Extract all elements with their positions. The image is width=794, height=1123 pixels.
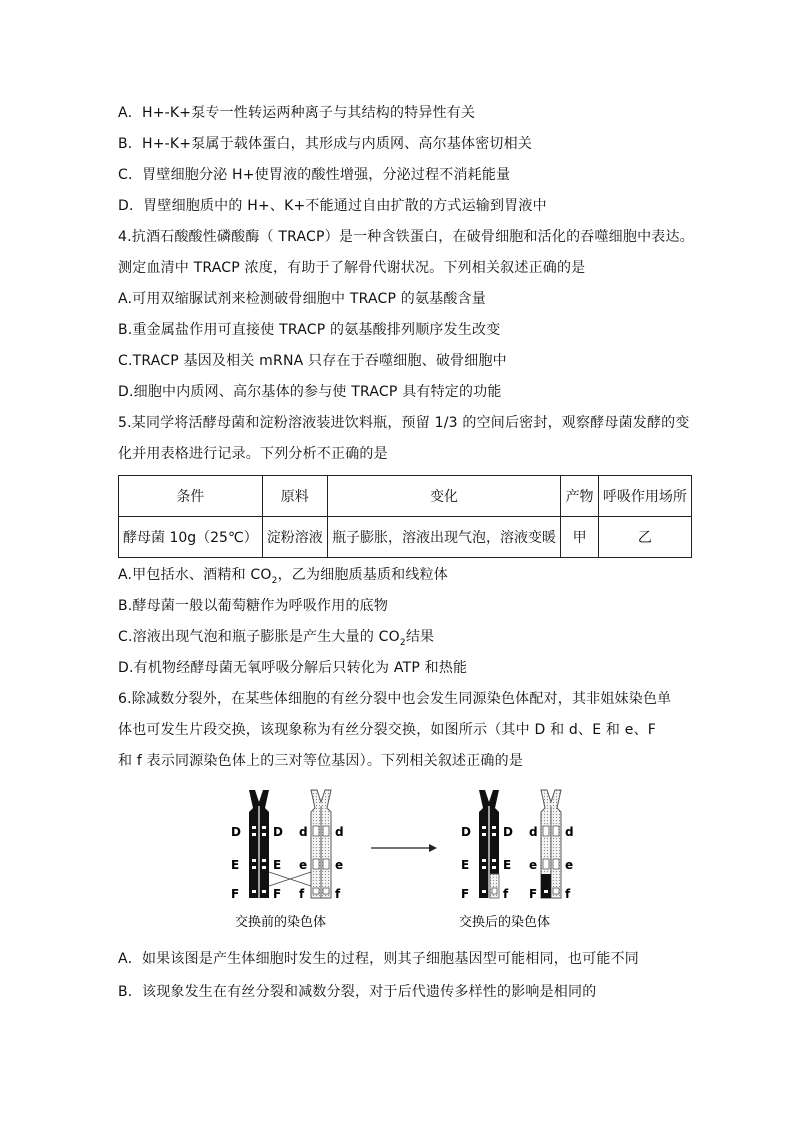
q4-stem-line2: 测定血清中 TRACP 浓度，有助于了解骨代谢状况。下列相关叙述正确的是 (118, 260, 586, 276)
gene-label-E: E (503, 858, 512, 872)
light-chromosome-before (311, 790, 331, 898)
q5-stem-line1: 5.某同学将活酵母菌和淀粉溶液装进饮料瓶，预留 1/3 的空间后密封，观察酵母菌发酵的变 (118, 415, 690, 431)
dark-chromosome-before (249, 790, 269, 898)
table-header-cell: 产物 (561, 476, 598, 517)
table-cell: 淀粉溶液 (262, 517, 327, 558)
q4-option-c: C.TRACP 基因及相关 mRNA 只存在于吞噬细胞、破骨细胞中 (118, 353, 507, 369)
table-header-cell: 呼吸作用场所 (598, 476, 691, 517)
gene-label-e: e (529, 858, 538, 872)
chromosome-exchange-figure (225, 786, 585, 936)
q6-stem-line3: 和 f 表示同源染色体上的三对等位基因）。下列相关叙述正确的是 (118, 753, 524, 769)
q5-option-a: A.甲包括水、酒精和 $CO_2$，乙为细胞质基质和线粒体 (118, 567, 448, 586)
gene-label-D: D (503, 825, 513, 839)
gene-label-d: d (565, 825, 574, 839)
gene-label-E: E (273, 858, 282, 872)
q4-option-b: B.重金属盐作用可直接使 TRACP 的氨基酸排列顺序发生改变 (118, 322, 501, 338)
gene-label-e: e (299, 858, 308, 872)
table-header-row (119, 476, 692, 517)
gene-label-F: F (231, 887, 240, 901)
gene-label-f: f (299, 887, 305, 901)
gene-label-e: e (335, 858, 344, 872)
q6-option-a: A．如果该图是产生体细胞时发生的过程，则其子细胞基因型可能相同，也可能不同 (118, 951, 639, 967)
table-row (119, 517, 692, 558)
gene-label-d: d (299, 825, 308, 839)
q5-stem-line2: 化并用表格进行记录。下列分析不正确的是 (118, 446, 388, 462)
q3-option-a: A．H+-K+泵专一性转运两种离子与其结构的特异性有关 (118, 105, 476, 121)
table-cell: 酵母菌 10g（25℃） (119, 517, 263, 558)
gene-label-f: f (335, 887, 341, 901)
q4-option-d: D.细胞中内质网、高尔基体的参与使 TRACP 具有特定的功能 (118, 384, 502, 400)
gene-label-e: e (565, 858, 574, 872)
table-cell: 乙 (598, 517, 691, 558)
table-header-cell: 变化 (327, 476, 561, 517)
table-header-cell: 条件 (119, 476, 263, 517)
q3-option-d: D．胃壁细胞质中的 H+、K+不能通过自由扩散的方式运输到胃液中 (118, 198, 547, 214)
q3-option-b: B．H+-K+泵属于载体蛋白，其形成与内质网、高尔基体密切相关 (118, 136, 533, 152)
gene-label-F: F (273, 887, 282, 901)
q5-option-c: C.溶液出现气泡和瓶子膨胀是产生大量的 $CO_2$结果 (118, 629, 435, 648)
caption-after: 交换后的染色体 (459, 915, 551, 930)
q6-stem-line1: 6.除减数分裂外，在某些体细胞的有丝分裂中也会发生同源染色体配对，其非姐妹染色单 (118, 691, 672, 707)
q4-stem-line1: 4.抗酒石酸酸性磷酸酶（ TRACP）是一种含铁蛋白，在破骨细胞和活化的吞噬细胞中表达。 (118, 229, 694, 245)
table-cell: 甲 (561, 517, 598, 558)
gene-label-d: d (335, 825, 344, 839)
gene-label-D: D (231, 825, 241, 839)
light-chromosome-after (541, 790, 561, 898)
q5-option-b: B.酵母菌一般以葡萄糖作为呼吸作用的底物 (118, 598, 389, 614)
gene-label-D: D (461, 825, 471, 839)
caption-before: 交换前的染色体 (235, 915, 327, 930)
gene-label-F: F (529, 887, 538, 901)
gene-label-E: E (231, 858, 240, 872)
gene-label-d: d (529, 825, 538, 839)
gene-label-f: f (565, 887, 571, 901)
table-header-cell: 原料 (262, 476, 327, 517)
table-cell: 瓶子膨胀，溶液出现气泡，溶液变暖 (327, 517, 561, 558)
q6-stem-line2: 体也可发生片段交换，该现象称为有丝分裂交换，如图所示（其中 D 和 d、E 和 e、F (118, 722, 657, 738)
gene-label-D: D (273, 825, 283, 839)
arrow-right-icon (371, 844, 437, 852)
q6-option-b: B．该现象发生在有丝分裂和减数分裂，对于后代遗传多样性的影响是相同的 (118, 984, 597, 1000)
gene-label-E: E (461, 858, 470, 872)
q4-option-a: A.可用双缩脲试剂来检测破骨细胞中 TRACP 的氨基酸含量 (118, 291, 486, 307)
gene-label-f: f (503, 887, 509, 901)
q5-option-d: D.有机物经酵母菌无氧呼吸分解后只转化为 ATP 和热能 (118, 660, 468, 676)
q5-record-table (118, 475, 692, 558)
dark-chromosome-after (479, 790, 499, 898)
gene-label-F: F (461, 887, 470, 901)
q3-option-c: C．胃壁细胞分泌 H+使胃液的酸性增强，分泌过程不消耗能量 (118, 167, 511, 183)
